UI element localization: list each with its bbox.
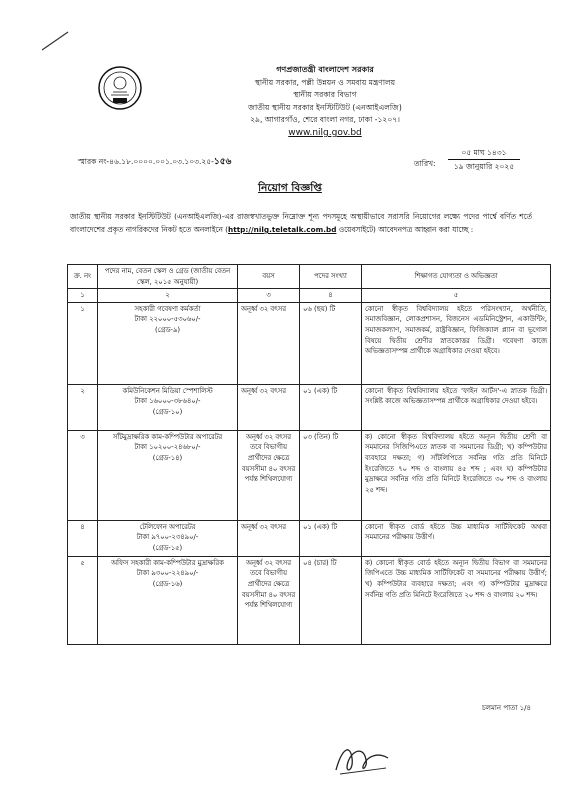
grade: (গ্রেড-৯) xyxy=(154,325,181,334)
post-name: সহকারী গবেষণা কর্মকর্তা xyxy=(134,304,201,313)
row-age: অনূর্ধ্ব ৩২ বৎসর xyxy=(238,384,300,430)
website-link[interactable]: www.nilg.gov.bd xyxy=(288,127,362,138)
row-serial: ৩ xyxy=(68,430,98,520)
post-name: অফিস সহকারী কাম-কম্পিউটার মুদ্রাক্ষরিক xyxy=(111,558,224,567)
date-bangla: ০৫ মাঘ ১৪৩১ xyxy=(461,148,507,157)
row-qualification: কোনো স্বীকৃত বোর্ড হইতে উচ্চ মাধ্যমিক সার্টিফিকেট অথবা সমমানের পরীক্ষায় উত্তীর্ণ। xyxy=(362,520,551,556)
grade: (গ্রেড-১৫) xyxy=(152,543,183,552)
post-name: টেলিফোন অপারেটর xyxy=(139,522,196,531)
row-post xyxy=(98,556,238,644)
table-row xyxy=(68,302,551,384)
pay-scale: টাকা ৯৭০০-২৩৪৯০/- xyxy=(136,533,199,542)
row-count: ০৬ (ছয়) টি xyxy=(300,302,362,384)
table-row xyxy=(68,430,551,520)
col-number: ৪ xyxy=(300,289,362,303)
nilg-logo xyxy=(97,65,143,111)
handwritten-mark xyxy=(40,30,70,52)
letterhead xyxy=(190,64,460,140)
division-line: স্থানীয় সরকার বিভাগ xyxy=(293,90,357,100)
date-box xyxy=(448,146,520,173)
grade: (গ্রেড-১৬) xyxy=(152,579,183,588)
col-header-qualification: শিক্ষাগত যোগ্যতা ও অভিজ্ঞতা xyxy=(362,265,551,289)
row-serial: ৫ xyxy=(68,556,98,644)
table-row xyxy=(68,520,551,556)
row-count: ০৪ (চার) টি xyxy=(300,556,362,644)
memo-number xyxy=(78,154,231,169)
row-count: ০৩ (তিন) টি xyxy=(300,430,362,520)
col-header-post: পদের নাম, বেতন স্কেল ও গ্রেড (জাতীয় বেতন স্কেল, ২০১৫ অনুযায়ী) xyxy=(98,265,238,289)
row-qualification: ক) কোনো স্বীকৃত বোর্ড হইতে অন্যূন দ্বিতীয় বিভাগ বা সমমানের জিপিএতে উচ্চ মাধ্যমিক সার্টিফিকেট বা সমমানের পরীক্ষায় উত্তীর্ণ; খ) কম্পিউটার ব্যবহারে দক্ষতা; এবং গ) কম্পিউটার মুদ্রাক্ষরে সর্বনিম্ন গতি প্রতি মিনিটে ইংরেজিতে ২০ শব্দ ও বাংলায় ২০ শব্দ। xyxy=(362,556,551,644)
govt-line: গণপ্রজাতন্ত্রী বাংলাদেশ সরকার xyxy=(276,65,374,74)
row-age: অনূর্ধ্ব ৩২ বৎসর তবে বিভাগীয় প্রার্থীদের ক্ষেত্রে বয়সসীমা ৪০ বৎসর পর্যন্ত শিথিলযোগ্য xyxy=(238,430,300,520)
table-header-row xyxy=(68,265,551,289)
col-header-age: বয়স xyxy=(238,265,300,289)
pay-scale: টাকা ৯৩০০-২২৪৯০/- xyxy=(136,569,199,578)
table-row xyxy=(68,556,551,644)
signature xyxy=(330,738,394,778)
pay-scale: টাকা ২২০০০-৫৩০৬০/- xyxy=(134,315,201,324)
row-post xyxy=(98,520,238,556)
col-header-count: পদের সংখ্যা xyxy=(300,265,362,289)
row-age: অনূর্ধ্ব ৩২ বৎসর xyxy=(238,302,300,384)
row-serial: ৪ xyxy=(68,520,98,556)
institute-line: জাতীয় স্থানীয় সরকার ইনস্টিটিউট (এনআইএলজি) xyxy=(248,102,402,112)
row-post xyxy=(98,302,238,384)
table-colnum-row xyxy=(68,289,551,303)
col-number: ১ xyxy=(68,289,98,303)
vacancy-table xyxy=(67,264,551,645)
pay-scale: টাকা ১৬০০০-৩৮৬৪০/- xyxy=(134,397,201,406)
address-line: ২৯, আগারগাঁও, শেরে বাংলা নগর, ঢাকা -১২০৭। xyxy=(250,115,400,125)
row-count: ০১ (এক) টি xyxy=(300,384,362,430)
page-continuation: চলমান পাতা ১/৪ xyxy=(482,704,532,712)
col-number: ২ xyxy=(98,289,238,303)
row-age: অনূর্ধ্ব ৩২ বৎসর তবে বিভাগীয় প্রার্থীদের ক্ষেত্রে বয়সসীমা ৪০ বৎসর পর্যন্ত শিথিলযোগ্য xyxy=(238,556,300,644)
memo-serial: ১৫৬ xyxy=(213,157,232,167)
post-name: কমিউনিকেশন মিডিয়া স্পেশালিস্ট xyxy=(122,386,213,395)
table-row xyxy=(68,384,551,430)
grade: (গ্রেড-১০) xyxy=(152,407,183,416)
col-header-serial: ক্র. নং xyxy=(68,265,98,289)
row-post xyxy=(98,430,238,520)
row-serial: ২ xyxy=(68,384,98,430)
row-serial: ১ xyxy=(68,302,98,384)
intro-paragraph xyxy=(70,210,532,236)
apply-url-link[interactable]: http://nilg.teletalk.com.bd xyxy=(228,225,337,234)
row-age: অনূর্ধ্ব ৩২ বৎসর xyxy=(238,520,300,556)
ministry-line: স্থানীয় সরকার, পল্লী উন্নয়ন ও সমবায় মন্ত্রণালয় xyxy=(254,77,396,87)
intro-text-before: জাতীয় স্থানীয় সরকার ইনস্টিটিউট (এনআইএলজি)-এর রাজস্বখাতভুক্ত নিম্নোক্ত শূন্য পদসমূহে অস্থায়ীভাবে সরাসরি নিয়োগের লক্ষ্যে পদের পার্শ্বে বর্ণিত শর্তে বাংলাদেশের প্রকৃত নাগরিকদের নিকট হতে অনলাইনে ( xyxy=(70,212,532,234)
page-title: নিয়োগ বিজ্ঞপ্তি xyxy=(258,182,322,194)
post-name: সাঁটমুদ্রাক্ষরিক কাম-কম্পিউটার অপারেটর xyxy=(112,432,223,441)
row-qualification: কোনো স্বীকৃত বিশ্ববিদ্যালয় হইতে পরিসংখ্যান, অর্থনীতি, সমাজবিজ্ঞান, লোকপ্রশাসন, বিজনেস এডমিনিস্ট্রেশন, একাউন্টিং, সমাজকল্যাণ, সমাজকর্ম, রাষ্ট্রবিজ্ঞান, ফিজিক্যাল প্ল্যান বা ভূগোল বিষয়ে দ্বিতীয় শ্রেণীর স্নাতকোত্তর ডিগ্রী। গবেষণা কাজে অভিজ্ঞতাসম্পন্ন প্রার্থীকে অগ্রাধিকার দেওয়া হইবে। xyxy=(362,302,551,384)
row-count: ০১ (এক) টি xyxy=(300,520,362,556)
row-qualification: ক) কোনো স্বীকৃত বিশ্ববিদ্যালয় হইতে অন্যূন দ্বিতীয় শ্রেণী বা সমমানের সিজিপিএতে স্নাতক বা সমমানের ডিগ্রী; খ) কম্পিউটার ব্যবহারে দক্ষতা; গ) সাঁটলিপিতে সর্বনিম্ন গতি প্রতি মিনিটে ইংরেজিতে ৭০ শব্দ ও বাংলায় ৪৫ শব্দ ; এবং ঘ) কম্পিউটার মুদ্রাক্ষরে সর্বনিম্ন গতি প্রতি মিনিটে ইংরেজিতে ৩০ শব্দ ও বাংলায় ২৫ শব্দ। xyxy=(362,430,551,520)
grade: (গ্রেড-১৪) xyxy=(152,453,183,462)
date-english: ১৯ জানুয়ারি ২০২৫ xyxy=(448,159,520,173)
col-number: ৫ xyxy=(362,289,551,303)
intro-text-after: ওয়েবসাইটে) আবেদনপত্র আহ্বান করা যাচ্ছে : xyxy=(336,225,474,234)
row-qualification: কোনো স্বীকৃত বিশ্ববিদ্যালয় হইতে 'ফাইন আর্টস'-এ স্নাতক ডিগ্রী। সংশ্লিষ্ট কাজে অভিজ্ঞতাসম্পন্ন প্রার্থীকে অগ্রাধিকার দেওয়া হইবে। xyxy=(362,384,551,430)
date-label: তারিখ: xyxy=(414,159,436,168)
memo-label: স্মারক নং-৪৬.১৮.০০০০.০০১.০৩.১০৩.২৫- xyxy=(78,157,214,166)
col-number: ৩ xyxy=(238,289,300,303)
row-post xyxy=(98,384,238,430)
pay-scale: টাকা ১০২০০-২৪৬৮০/- xyxy=(134,443,201,452)
